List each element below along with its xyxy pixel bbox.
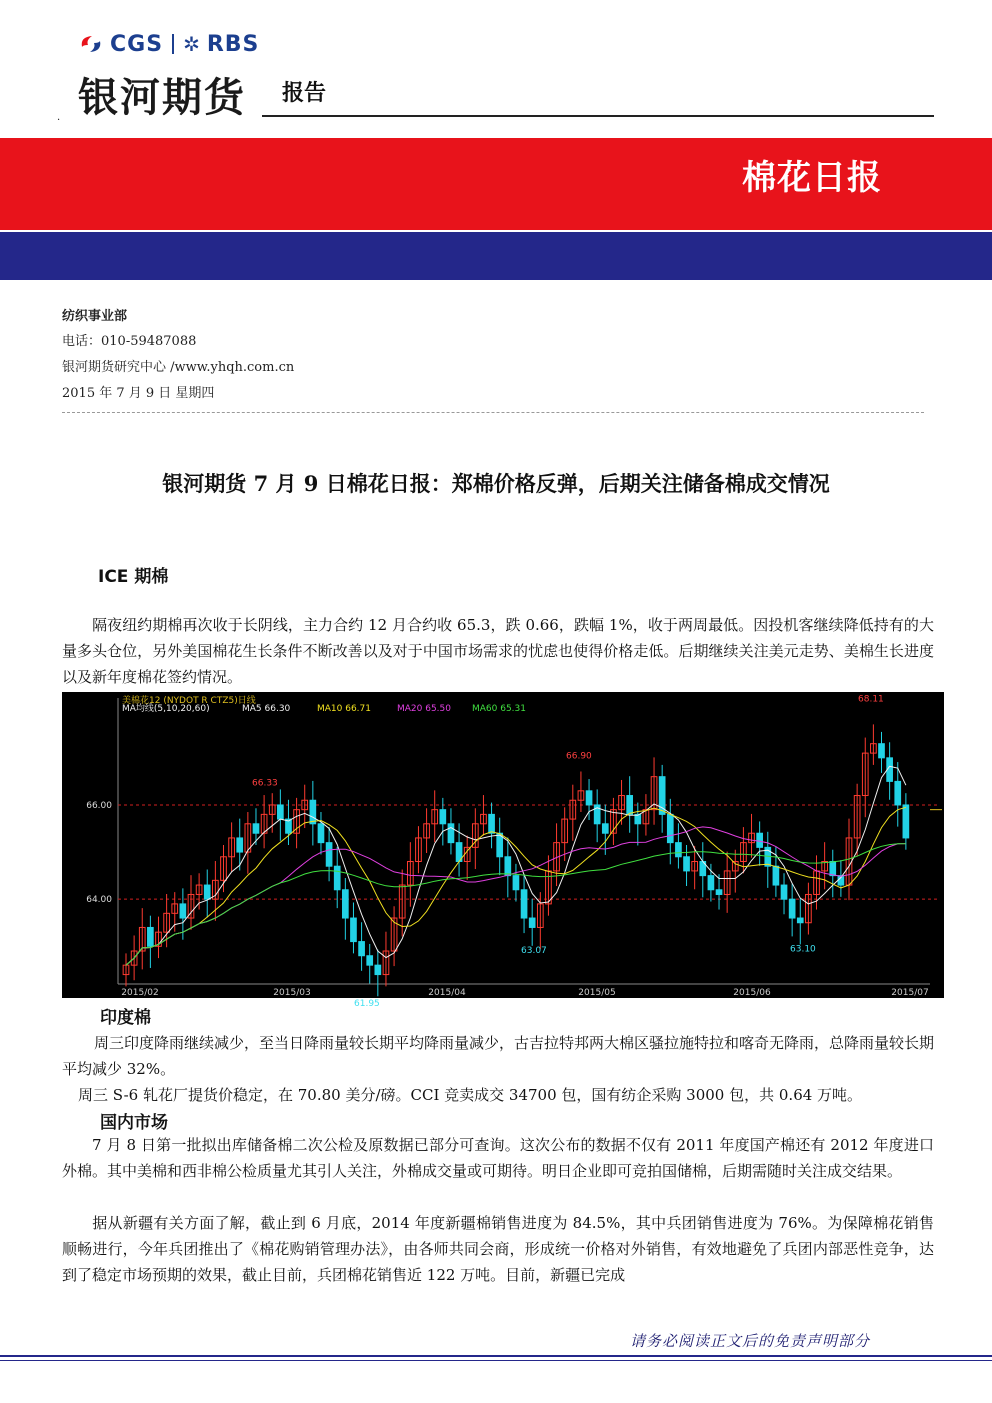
chart-candle-body xyxy=(521,890,527,918)
chart-candle-body xyxy=(204,885,210,899)
chart-candle-body xyxy=(895,781,901,805)
chart-candle-body xyxy=(903,805,909,838)
phone: 电话：010-59487088 xyxy=(62,334,197,349)
chart-candle-body xyxy=(879,744,885,758)
cotton-futures-chart xyxy=(62,692,944,1009)
divider xyxy=(62,412,924,413)
chart-x-tick: 2015/07 xyxy=(891,988,929,998)
chart-candle-body xyxy=(342,890,348,918)
chart-annotation: 61.95 xyxy=(354,998,380,1009)
rbs-icon: ✲ xyxy=(183,32,201,56)
india-heading: 印度棉 xyxy=(100,1008,151,1028)
chart-annotation: 66.33 xyxy=(252,778,278,789)
header-dot: . xyxy=(57,112,61,123)
chart-legend-item: MA10 66.71 xyxy=(317,704,371,714)
logo-divider xyxy=(172,34,174,54)
chart-candle-body xyxy=(375,965,381,974)
band-title: 棉花日报 xyxy=(742,158,882,198)
cgs-swirl-icon xyxy=(78,33,104,55)
footer-rule-thin xyxy=(0,1360,992,1361)
chart-candle-body xyxy=(440,810,446,824)
chart-candle-body xyxy=(797,918,803,923)
chart-candle-body xyxy=(318,824,324,843)
chart-candle-body xyxy=(529,918,535,927)
chart-candle-body xyxy=(359,942,365,956)
chart-legend-item: MA均线(5,10,20,60) xyxy=(122,704,210,714)
chart-candle-body xyxy=(310,800,316,824)
chart-candle-body xyxy=(627,796,633,815)
chart-candle-body xyxy=(367,956,373,965)
chart-candle-body xyxy=(773,866,779,885)
report-tag: 报告 xyxy=(282,81,327,106)
india-paragraph-2 xyxy=(62,1082,934,1108)
logo-cgs-text: CGS xyxy=(110,31,164,57)
blue-band xyxy=(0,232,992,280)
ice-heading: ICE 期棉 xyxy=(98,567,169,587)
chart-annotation: 63.07 xyxy=(521,946,547,957)
chart-candle-body xyxy=(781,885,787,899)
chart-candle-body xyxy=(505,857,511,876)
footer-rule xyxy=(0,1355,992,1357)
brand-name: 银河期货 xyxy=(78,75,246,121)
chart-x-tick: 2015/06 xyxy=(733,988,771,998)
domestic-paragraph-2-text: 据从新疆有关方面了解，截止到 6 月底，2014 年度新疆棉销售进度为 84.5%，其中兵团销售进度为 76%。为保障棉花销售顺畅进行，今年兵团推出了《棉花购销管理办法》，由各师共同会商，形成统一价格对外销售，有效地避免了兵团内部恶性竞争，达到了稳定市场预期的效果，截止目前，兵团棉花销售近 122 万吨。目前，新疆已完成 xyxy=(62,1214,934,1284)
chart-candle-body xyxy=(253,824,259,833)
chart-y-tick: 66.00 xyxy=(86,800,112,811)
chart-svg xyxy=(62,692,944,1009)
disclaimer-note: 请务必阅读正文后的免责声明部分 xyxy=(630,1332,871,1350)
chart-legend-item: MA20 65.50 xyxy=(397,704,451,714)
chart-x-tick: 2015/03 xyxy=(273,988,311,998)
chart-candle-body xyxy=(278,805,284,819)
logo xyxy=(78,30,259,58)
header-rule xyxy=(262,115,934,117)
chart-candle-body xyxy=(334,866,340,890)
chart-candle-body xyxy=(237,838,243,852)
india-paragraph-2-text: 周三 S-6 轧花厂提货价稳定，在 70.80 美分/磅。CCI 竞卖成交 34700 包，国有纺企采购 3000 包，共 0.64 万吨。 xyxy=(78,1086,863,1104)
india-paragraph-1 xyxy=(62,1030,934,1082)
website[interactable]: 银河期货研究中心 /www.yhqh.com.cn xyxy=(62,360,295,375)
chart-candle-body xyxy=(676,843,682,857)
chart-legend-item: MA60 65.31 xyxy=(472,704,526,714)
domestic-paragraph-1 xyxy=(62,1132,934,1184)
india-paragraph-1-text: 周三印度降雨继续减少，至当日降雨量较长期平均降雨量减少，古吉拉特邦两大棉区骚拉施特拉和喀奇无降雨，总降雨量较长期平均减少 32%。 xyxy=(62,1034,935,1078)
domestic-paragraph-2 xyxy=(62,1210,934,1288)
logo-rbs-text: RBS xyxy=(206,31,260,57)
chart-title: 美棉花12 (NYDOT R CTZ5)日线 xyxy=(122,696,256,706)
chart-candle-body xyxy=(602,824,608,833)
chart-x-tick: 2015/05 xyxy=(578,988,616,998)
chart-candle-body xyxy=(180,904,186,918)
ice-paragraph xyxy=(62,612,934,690)
chart-candle-body xyxy=(586,791,592,805)
chart-annotation: 63.10 xyxy=(790,944,816,955)
chart-candle-body xyxy=(708,876,714,890)
report-date: 2015 年 7 月 9 日 星期四 xyxy=(62,386,215,401)
chart-candle-body xyxy=(830,861,836,875)
chart-x-tick: 2015/02 xyxy=(121,988,159,998)
chart-annotation: 68.11 xyxy=(858,694,884,705)
chart-x-tick: 2015/04 xyxy=(428,988,466,998)
department: 纺织事业部 xyxy=(62,309,128,324)
chart-legend-item: MA5 66.30 xyxy=(242,704,291,714)
chart-candle-body xyxy=(513,876,519,890)
chart-candle-body xyxy=(448,824,454,843)
chart-candle-body xyxy=(757,833,763,847)
chart-candle-body xyxy=(351,918,357,942)
chart-candle-body xyxy=(684,857,690,871)
chart-candle-body xyxy=(789,899,795,918)
chart-candle-body xyxy=(667,814,673,842)
chart-candle-body xyxy=(148,927,154,946)
page-title: 银河期货 7 月 9 日棉花日报：郑棉价格反弹，后期关注储备棉成交情况 xyxy=(162,471,830,496)
chart-annotation: 66.90 xyxy=(566,751,592,762)
chart-y-tick: 64.00 xyxy=(86,895,112,906)
ice-paragraph-text: 隔夜纽约期棉再次收于长阴线，主力合约 12 月合约收 65.3，跌 0.66，跌幅 1%，收于两周最低。因投机客继续降低持有的大量多头仓位，另外美国棉花生长条件不断改善以及对于中国市场需求的忧虑也使得价格走低。后期继续关注美元走势、美棉生长进度以及新年度棉花签约情况。 xyxy=(62,616,934,686)
domestic-heading: 国内市场 xyxy=(100,1113,168,1133)
chart-candle-body xyxy=(326,843,332,867)
domestic-paragraph-1-text: 7 月 8 日第一批拟出库储备棉二次公检及原数据已部分可查询。这次公布的数据不仅有 2011 年度国产棉还有 2012 年度进口外棉。其中美棉和西非棉公检质量尤其引人关注，外棉成交量或可期待。明日企业即可竞拍国储棉，后期需随时关注成交结果。 xyxy=(62,1136,934,1180)
chart-candle-body xyxy=(489,814,495,833)
chart-candle-body xyxy=(716,890,722,895)
